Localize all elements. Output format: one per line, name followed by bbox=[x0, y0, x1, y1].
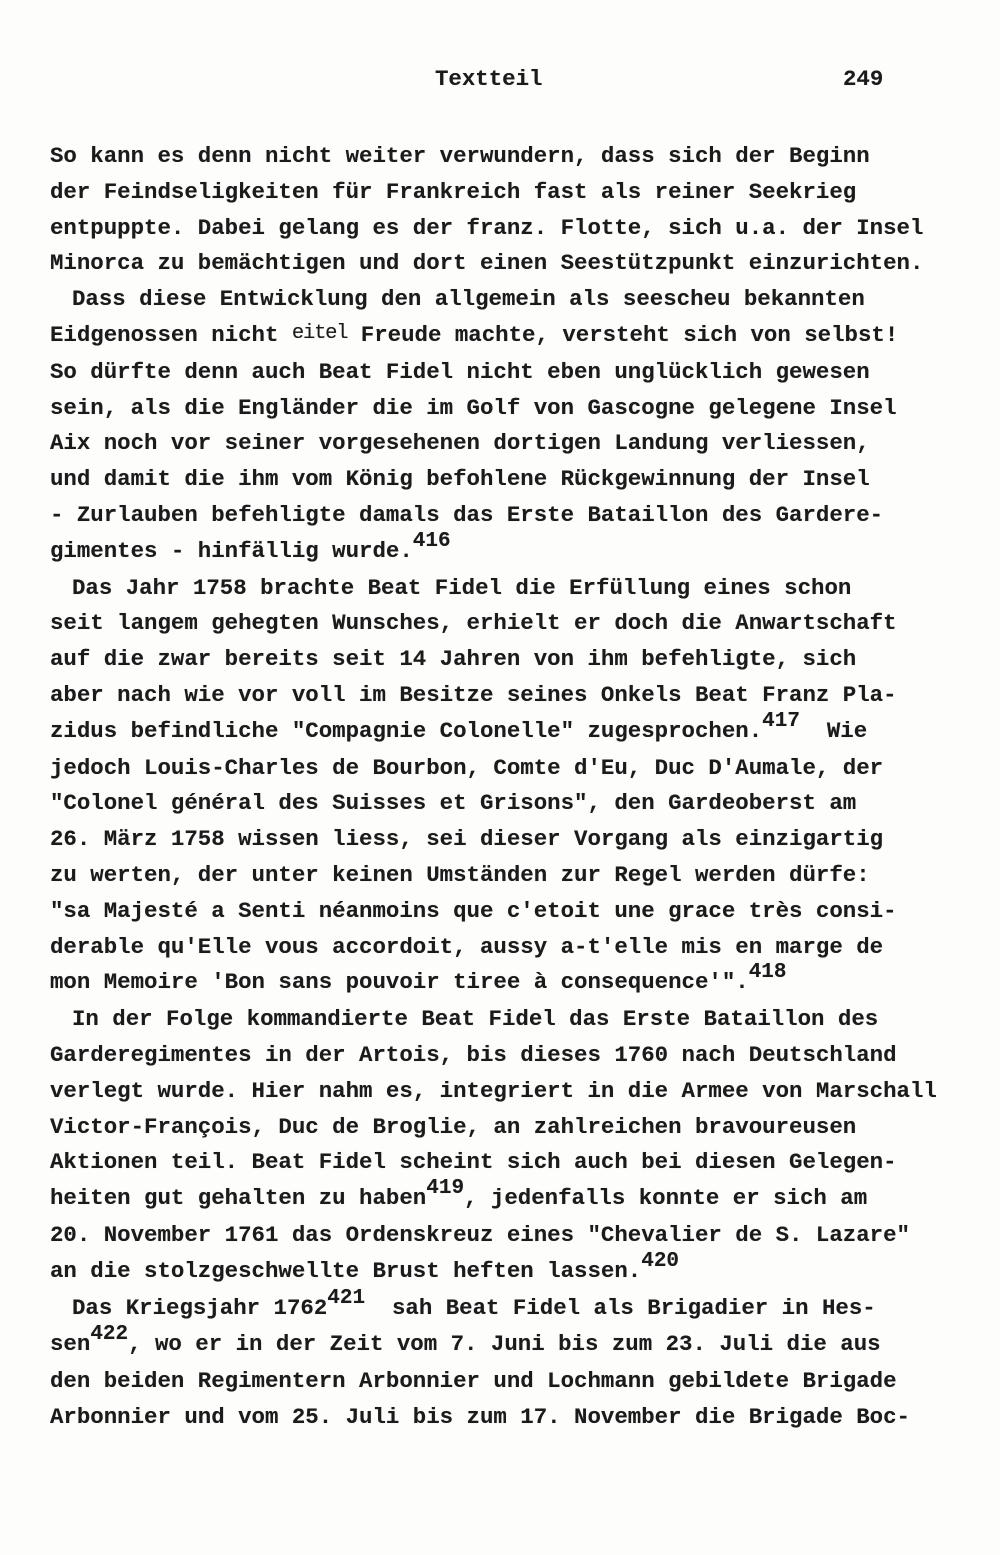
text-line bbox=[50, 1002, 960, 1038]
text-segment: - Zurlauben befehligte damals das Erste Bataillon des Gardere- bbox=[50, 501, 884, 528]
text-line bbox=[50, 1110, 960, 1146]
text-line bbox=[50, 246, 960, 282]
text-line bbox=[50, 1286, 960, 1328]
text-segment: heiten gut gehalten zu haben bbox=[50, 1185, 427, 1212]
text-line bbox=[50, 709, 960, 751]
footnote-ref: 418 bbox=[748, 961, 787, 985]
paragraph bbox=[50, 139, 960, 282]
text-segment: Aix noch vor seiner vorgesehenen dortigen Landung verliessen, bbox=[50, 430, 870, 457]
text-segment: Minorca zu bemächtigen und dort einen Seestützpunkt einzurichten. bbox=[50, 250, 924, 277]
text-segment: Dass diese Entwicklung den allgemein als seescheu bekannten bbox=[72, 286, 865, 313]
text-segment: der Feindseligkeiten für Frankreich fast als reiner Seekrieg bbox=[50, 178, 857, 205]
text-line bbox=[50, 391, 960, 427]
text-segment: Victor-François, Duc de Broglie, an zahlreichen bravoureusen bbox=[50, 1113, 857, 1140]
text-line bbox=[50, 1038, 960, 1074]
text-segment: gimentes - hinfällig wurde. bbox=[50, 537, 413, 564]
text-line bbox=[50, 1177, 960, 1218]
text-line bbox=[50, 426, 960, 462]
text-segment: aber nach wie vor voll im Besitze seines Onkels Beat Franz Pla- bbox=[50, 681, 897, 708]
text-segment: sen bbox=[50, 1331, 91, 1358]
text-line bbox=[50, 1400, 960, 1436]
body-text bbox=[50, 139, 960, 1436]
text-segment: zu werten, der unter keinen Umständen zur Regel werden dürfe: bbox=[50, 861, 870, 888]
text-segment: den beiden Regimentern Arbonnier und Lochmann gebildete Brigade bbox=[50, 1368, 897, 1395]
text-line bbox=[50, 1218, 960, 1254]
text-line bbox=[50, 961, 960, 1002]
text-segment: "Colonel général des Suisses et Grisons", den Gardeoberst am bbox=[50, 790, 857, 817]
footnote-ref: 420 bbox=[641, 1249, 680, 1273]
text-segment: Aktionen teil. Beat Fidel scheint sich auch bei diesen Gelegen- bbox=[50, 1149, 897, 1176]
text-segment: sah Beat Fidel als Brigadier in Hes- bbox=[365, 1294, 876, 1321]
section-title: Textteil bbox=[435, 66, 543, 92]
text-segment: seit langem gehegten Wunsches, erhielt er doch die Anwartschaft bbox=[50, 610, 897, 637]
text-segment: entpuppte. Dabei gelang es der franz. Flotte, sich u.a. der Insel bbox=[50, 214, 924, 241]
text-line bbox=[50, 498, 960, 534]
text-segment: "sa Majesté a Senti néanmoins que c'etoit une grace très consi- bbox=[50, 897, 897, 924]
text-segment: sein, als die Engländer die im Golf von Gascogne gelegene Insel bbox=[50, 394, 897, 421]
paragraph bbox=[50, 1286, 960, 1436]
text-line bbox=[50, 1249, 960, 1291]
text-line bbox=[50, 1074, 960, 1110]
text-segment: Garderegimentes in der Artois, bis dieses 1760 nach Deutschland bbox=[50, 1041, 897, 1068]
footnote-ref: 419 bbox=[426, 1177, 465, 1201]
text-line bbox=[50, 1145, 960, 1181]
text-line bbox=[50, 606, 960, 642]
text-segment: auf die zwar bereits seit 14 Jahren von ihm befehligte, sich bbox=[50, 646, 857, 673]
text-line bbox=[50, 786, 960, 822]
text-line bbox=[50, 751, 960, 787]
text-segment: derable qu'Elle vous accordoit, aussy a-t'elle mis en marge de bbox=[50, 933, 884, 960]
text-segment: 26. März 1758 wissen liess, sei dieser Vorgang als einzigartig bbox=[50, 826, 884, 853]
text-line bbox=[50, 678, 960, 714]
text-line bbox=[50, 529, 960, 571]
text-segment: , wo er in der Zeit vom 7. Juni bis zum 23. Juli die aus bbox=[128, 1331, 881, 1358]
text-segment: jedoch Louis-Charles de Bourbon, Comte d'Eu, Duc D'Aumale, der bbox=[50, 754, 884, 781]
text-segment: an die stolzgeschwellte Brust heften lassen. bbox=[50, 1257, 642, 1284]
text-line bbox=[50, 211, 960, 247]
text-line bbox=[50, 642, 960, 678]
text-line bbox=[50, 858, 960, 894]
text-segment: , jedenfalls konnte er sich am bbox=[464, 1185, 868, 1212]
text-segment: und damit die ihm vom König befohlene Rückgewinnung der Insel bbox=[50, 466, 870, 493]
footnote-ref: 416 bbox=[412, 529, 451, 553]
page-header bbox=[0, 66, 1000, 96]
text-segment: Arbonnier und vom 25. Juli bis zum 17. November die Brigade Boc- bbox=[50, 1403, 910, 1430]
text-segment: Freude machte, versteht sich von selbst! bbox=[347, 321, 899, 348]
text-line bbox=[50, 1364, 960, 1400]
text-line bbox=[50, 139, 960, 175]
text-segment: verlegt wurde. Hier nahm es, integriert in die Armee von Marschall bbox=[50, 1077, 937, 1104]
footnote-ref: 417 bbox=[762, 709, 800, 733]
text-line bbox=[50, 282, 960, 318]
paragraph bbox=[50, 282, 960, 570]
text-segment: Das Jahr 1758 brachte Beat Fidel die Erfüllung eines schon bbox=[72, 574, 852, 601]
text-line bbox=[50, 1323, 960, 1364]
paragraph bbox=[50, 1002, 960, 1290]
text-line bbox=[50, 175, 960, 211]
text-line bbox=[50, 894, 960, 930]
text-segment: Das Kriegsjahr 1762 bbox=[72, 1294, 328, 1321]
text-segment: So dürfte denn auch Beat Fidel nicht eben unglücklich gewesen bbox=[50, 358, 870, 385]
inserted-word: eitel bbox=[291, 321, 348, 345]
text-segment: So kann es denn nicht weiter verwundern, dass sich der Beginn bbox=[50, 143, 870, 169]
text-line bbox=[50, 462, 960, 498]
text-segment: zidus befindliche "Compagnie Colonelle" zugesprochen. bbox=[50, 717, 763, 744]
text-segment: Wie bbox=[799, 717, 868, 744]
paragraph bbox=[50, 571, 960, 1003]
text-line bbox=[50, 571, 960, 607]
text-segment: In der Folge kommandierte Beat Fidel das Erste Bataillon des bbox=[72, 1006, 879, 1033]
text-line bbox=[50, 930, 960, 966]
text-segment: 20. November 1761 das Ordenskreuz eines "Chevalier de S. Lazare" bbox=[50, 1221, 910, 1248]
text-line bbox=[50, 822, 960, 858]
text-segment: mon Memoire 'Bon sans pouvoir tiree à consequence'". bbox=[50, 969, 749, 996]
text-line bbox=[50, 318, 960, 355]
page-number: 249 bbox=[843, 66, 884, 92]
text-line bbox=[50, 355, 960, 391]
text-segment: Eidgenossen nicht bbox=[50, 321, 292, 348]
footnote-ref: 422 bbox=[90, 1323, 129, 1347]
footnote-ref: 421 bbox=[327, 1286, 366, 1310]
